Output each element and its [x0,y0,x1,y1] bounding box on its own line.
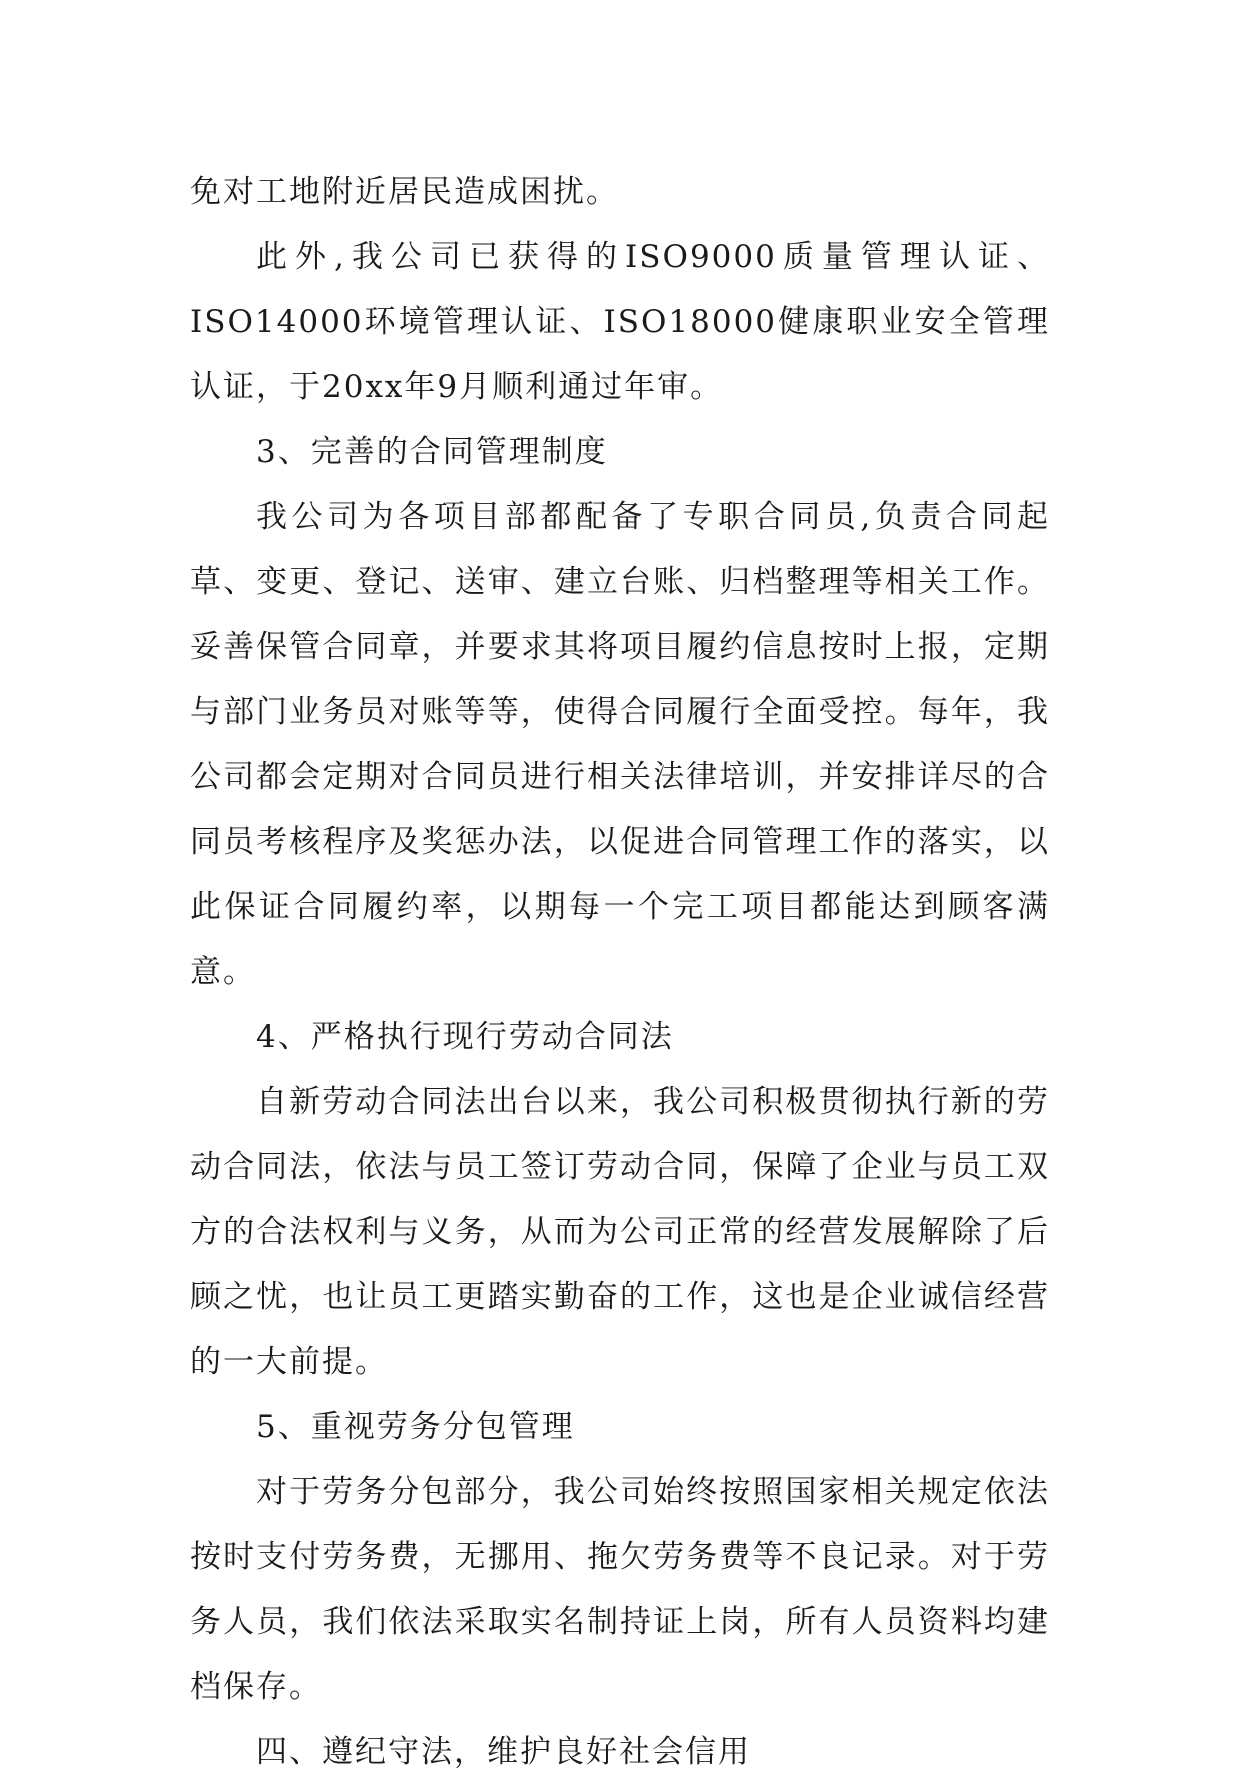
section-heading-labor-subcontract: 5、重视劳务分包管理 [256,1409,575,1445]
section-heading-labor-contract-law: 4、严格执行现行劳动合同法 [256,1019,674,1055]
section-heading-law-abiding: 四、遵纪守法，维护良好社会信用 [256,1734,751,1770]
paragraph-contract-management: 我公司为各项目部都配备了专职合同员,负责合同起草、变更、登记、送审、建立台账、归档整理等相关工作。妥善保管合同章，并要求其将项目履约信息按时上报，定期与部门业务员对账等等，使得合同履行全面受控。每年，我公司都会定期对合同员进行相关法律培训，并安排详尽的合同员考核程序及奖惩办法，以促进合同管理工作的落实，以此保证合同履约率，以期每一个完工项目都能达到顾客满意。 [190,499,1050,990]
paragraph-continued: 免对工地附近居民造成困扰。 [190,174,619,210]
document-body [190,160,1050,1785]
paragraph-labor-subcontract: 对于劳务分包部分，我公司始终按照国家相关规定依法按时支付劳务费，无挪用、拖欠劳务费等不良记录。对于劳务人员，我们依法采取实名制持证上岗，所有人员资料均建档保存。 [190,1474,1050,1705]
paragraph-certifications: 此外,我公司已获得的ISO9000质量管理认证、ISO14000环境管理认证、ISO18000健康职业安全管理认证，于20xx年9月顺利通过年审。 [190,239,1050,405]
paragraph-labor-contract-law: 自新劳动合同法出台以来，我公司积极贯彻执行新的劳动合同法，依法与员工签订劳动合同，保障了企业与员工双方的合法权利与义务，从而为公司正常的经营发展解除了后顾之忧，也让员工更踏实勤奋的工作，这也是企业诚信经营的一大前提。 [190,1084,1050,1380]
section-heading-contract-management: 3、完善的合同管理制度 [256,434,608,470]
